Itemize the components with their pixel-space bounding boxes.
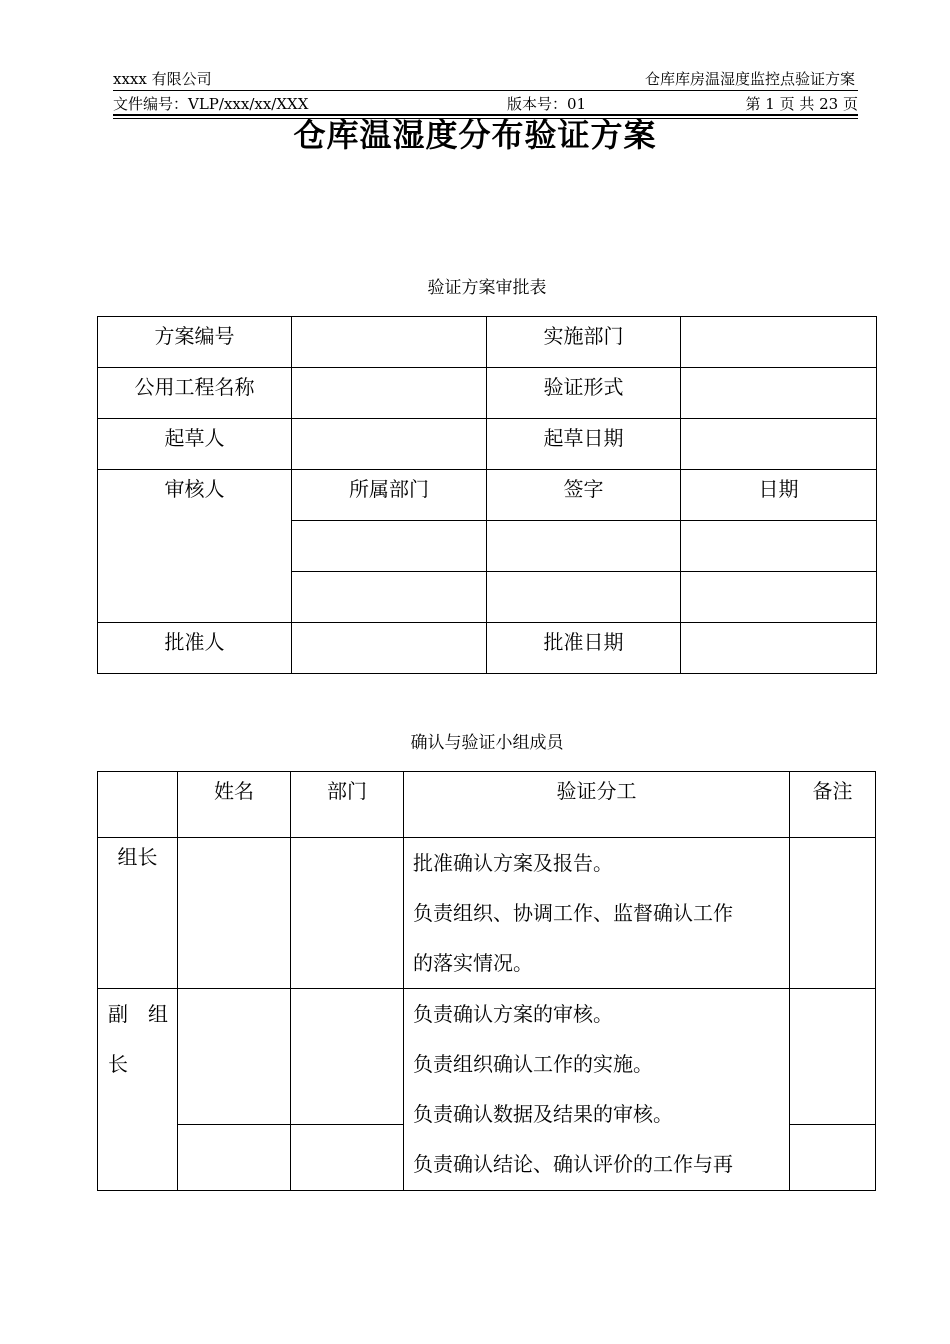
team-table-caption: 确认与验证小组成员 [410, 733, 564, 753]
project-name-label: 公用工程名称 [98, 368, 292, 419]
drafter-label: 起草人 [98, 419, 292, 470]
draft-date-label: 起草日期 [487, 419, 681, 470]
leader-department-cell[interactable] [291, 838, 404, 989]
validation-form-label: 验证形式 [487, 368, 681, 419]
version-number: 版本号：01 [507, 95, 587, 113]
table-row [98, 419, 877, 470]
company-name: xxxx 有限公司 [113, 70, 212, 88]
page-header-top [113, 70, 858, 88]
scheme-number-value[interactable] [292, 317, 487, 368]
duty-line: 负责确认数据及结果的审核。 [413, 1102, 673, 1126]
deputy-remark-cell-2[interactable] [790, 1125, 876, 1191]
duty-line: 负责确认方案的审核。 [413, 1002, 613, 1026]
page-number: 第 1 页 共 23 页 [745, 95, 858, 113]
validation-form-value[interactable] [681, 368, 877, 419]
reviewer-date-cell[interactable] [681, 521, 877, 572]
drafter-value[interactable] [292, 419, 487, 470]
table-row [98, 772, 876, 838]
document-name: 仓库库房温湿度监控点验证方案 [644, 70, 855, 88]
approve-date-label: 批准日期 [487, 623, 681, 674]
reviewer-signature-cell[interactable] [487, 521, 681, 572]
deputy-label-line: 长 [108, 1052, 128, 1076]
duty-line: 负责组织确认工作的实施。 [413, 1052, 653, 1076]
department-header: 部门 [291, 772, 404, 838]
reviewer-department-cell[interactable] [292, 521, 487, 572]
duty-line: 负责组织、协调工作、监督确认工作 [413, 901, 733, 925]
leader-remark-cell[interactable] [790, 838, 876, 989]
reviewer-department-cell[interactable] [292, 572, 487, 623]
reviewer-signature-cell[interactable] [487, 572, 681, 623]
duty-line: 的落实情况。 [413, 951, 533, 975]
deputy-department-cell[interactable] [291, 989, 404, 1125]
signature-header: 签字 [487, 470, 681, 521]
approval-table-caption: 验证方案审批表 [427, 278, 547, 298]
table-row [98, 623, 877, 674]
table-row [98, 470, 877, 521]
project-name-value[interactable] [292, 368, 487, 419]
deputy-label-line: 副 组 [108, 1002, 168, 1026]
deputy-name-cell[interactable] [178, 989, 291, 1125]
scheme-number-label: 方案编号 [98, 317, 292, 368]
belong-department-header: 所属部门 [292, 470, 487, 521]
table-row [98, 989, 876, 1125]
department-value[interactable] [681, 317, 877, 368]
remark-header: 备注 [790, 772, 876, 838]
name-header: 姓名 [178, 772, 291, 838]
table-row [98, 317, 877, 368]
duty-line: 负责确认结论、确认评价的工作与再 [413, 1152, 733, 1176]
table-row [98, 368, 877, 419]
reviewer-date-cell[interactable] [681, 572, 877, 623]
deputy-leader-label [98, 989, 178, 1191]
header-rule [113, 90, 858, 91]
department-label: 实施部门 [487, 317, 681, 368]
deputy-remark-cell[interactable] [790, 989, 876, 1125]
approver-value[interactable] [292, 623, 487, 674]
deputy-duties [404, 989, 790, 1191]
date-header: 日期 [681, 470, 877, 521]
page-header-bottom [113, 95, 858, 113]
draft-date-value[interactable] [681, 419, 877, 470]
table-row [98, 838, 876, 989]
document-title: 仓库温湿度分布验证方案 [293, 116, 657, 154]
reviewer-label: 审核人 [98, 470, 292, 623]
duty-line: 批准确认方案及报告。 [413, 851, 613, 875]
role-header [98, 772, 178, 838]
deputy-department-cell-2[interactable] [291, 1125, 404, 1191]
deputy-name-cell-2[interactable] [178, 1125, 291, 1191]
leader-name-cell[interactable] [178, 838, 291, 989]
leader-duties [404, 838, 790, 989]
approve-date-value[interactable] [681, 623, 877, 674]
approver-label: 批准人 [98, 623, 292, 674]
leader-label: 组长 [98, 838, 178, 989]
duty-header: 验证分工 [404, 772, 790, 838]
approval-table [97, 316, 877, 674]
team-table [97, 771, 876, 1191]
file-number: 文件编号：VLP/xxx/xx/XXX [113, 95, 309, 113]
